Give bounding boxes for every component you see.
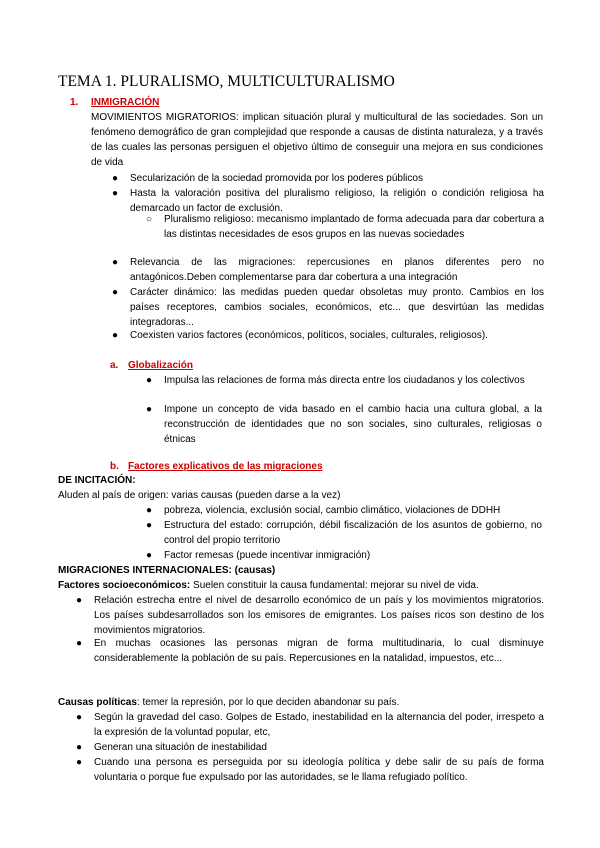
bullet-icon: ●: [146, 505, 153, 516]
bullet-icon: ●: [112, 173, 119, 184]
bullet-icon: ●: [76, 712, 83, 723]
socioeconomicos-label: Factores socioeconómicos:: [58, 580, 191, 591]
socioeconomicos-text: Suelen constituir la causa fundamental: mejorar su nivel de vida.: [190, 580, 479, 591]
internacionales-heading: MIGRACIONES INTERNACIONALES: (causas): [58, 565, 276, 576]
bullet-icon: ●: [76, 742, 83, 753]
incitacion-heading: DE INCITACIÓN:: [58, 475, 136, 486]
bullet-icon: ●: [112, 287, 119, 298]
bullet-icon: ●: [146, 520, 153, 531]
bullet-icon: ●: [76, 595, 83, 606]
subsection-letter: a.: [110, 360, 119, 371]
bullet-icon: ●: [76, 757, 83, 768]
bullet-icon: ●: [112, 257, 119, 268]
bullet-icon: ●: [76, 638, 83, 649]
document-page: TEMA 1. PLURALISMO, MULTICULTURALISMO 1. INMIGRACIÓN MOVIMIENTOS MIGRATORIOS: implican situación plural y multicultural de las sociedades. Son un fenómeno demográfico de gran complejidad que responde a causas de distinta naturaleza, y a través de las cuales las personas persiguen el objetivo último de conseguir una mejora en sus condiciones de vida ● Secularización de la sociedad promovida por los poderes públicos ● Hasta la valoración positiva del pluralismo religioso, la religión o condición religiosa ha demarcado un factor de exclusión. ○ Pluralismo religioso: mecanismo implantado de forma adecuada para dar cobertura a las distintas necesidades de esos grupos en las nuevas sociedades ● Relevancia de las migraciones: repercusiones en planos diferentes pero no antagónicos.Deben complementarse para dar cobertura a una integración ● Carácter dinámico: las medidas pueden quedar obsoletas muy pronto. Cambios en los países receptores, cambios sociales, económicos, etc... que desvirtúan las medidas integradoras... ● Coexisten varios factores (económicos, políticos, sociales, culturales, religiosos). a. Globalización ● Impulsa las relaciones de forma más directa entre los ciudadanos y los colectivos ● Impone un concepto de vida basado en el cambio hacia una cultura global, a la reconstrucción de identidades que no son sociales, sino culturales, religiosas o étnicas b. Factores explicativos de las migraciones DE INCITACIÓN: Aluden al país de origen: varias causas (pueden darse a la vez) ● pobreza, violencia, exclusión social, cambio climático, violaciones de DDHH ● Estructura del estado: corrupción, débil fiscalización de los asuntos de gobierno, no control del propio territorio ● Factor remesas (puede incentivar inmigración) MIGRACIONES INTERNACIONALES: (causas) Factores socioeconómicos: Suelen constituir la causa fundamental: mejorar su nivel de vida. ● Relación estrecha entre el nivel de desarrollo económico de un país y los movimientos migratorios. Los países subdesarrollados son los emisores de emigrantes. Los países ricos son destino de los movimientos migratorios. ● En muchas ocasiones las personas migran de forma multitudinaria, lo cual disminuye considerablemente la población de su país. Repercusiones en la natalidad, impuestos, etc... Causas políticas: temer la represión, por lo que deciden abandonar su país. ● Según la gravedad del caso. Golpes de Estado, inestabilidad en la alternancia del poder, irrespeto a la expresión de la voluntad popular, etc, ● Generan una situación de inestabilidad ● Cuando una persona es perseguida por su ideología política y debe salir de su país de forma voluntaria o porque fue expulsado por las autoridades, se le llama refugiado político.: [0, 0, 600, 848]
incitacion-intro: Aluden al país de origen: varias causas (pueden darse a la vez): [58, 490, 341, 501]
bullet-icon: ●: [112, 330, 119, 341]
bullet-icon: ●: [146, 404, 153, 415]
hollow-bullet-icon: ○: [146, 214, 153, 225]
intro-paragraph: MOVIMIENTOS MIGRATORIOS: implican situación plural y multicultural de las sociedades. Son un fenómeno demográfico de gran complejidad que responde a causas de distinta naturaleza, y a través de las cuales las personas persiguen el objetivo último de conseguir una mejora en sus condiciones de vida: [91, 112, 543, 168]
bullet-icon: ●: [112, 188, 119, 199]
subsection-letter: b.: [110, 461, 119, 472]
section-number: 1.: [70, 97, 79, 108]
bullet-icon: ●: [146, 550, 153, 561]
politicas-line: [58, 695, 544, 710]
document-title: TEMA 1. PLURALISMO, MULTICULTURALISMO: [58, 73, 395, 90]
politicas-text: : temer la represión, por lo que deciden abandonar su país.: [136, 697, 400, 708]
section-heading-inmigracion: INMIGRACIÓN: [91, 97, 160, 108]
politicas-label: Causas políticas: [58, 697, 137, 708]
bullet-icon: ●: [146, 375, 153, 386]
subsection-heading-globalizacion: Globalización: [128, 360, 194, 371]
socioeconomicos-line: [58, 578, 544, 593]
subsection-heading-factores: Factores explicativos de las migraciones: [128, 461, 323, 472]
